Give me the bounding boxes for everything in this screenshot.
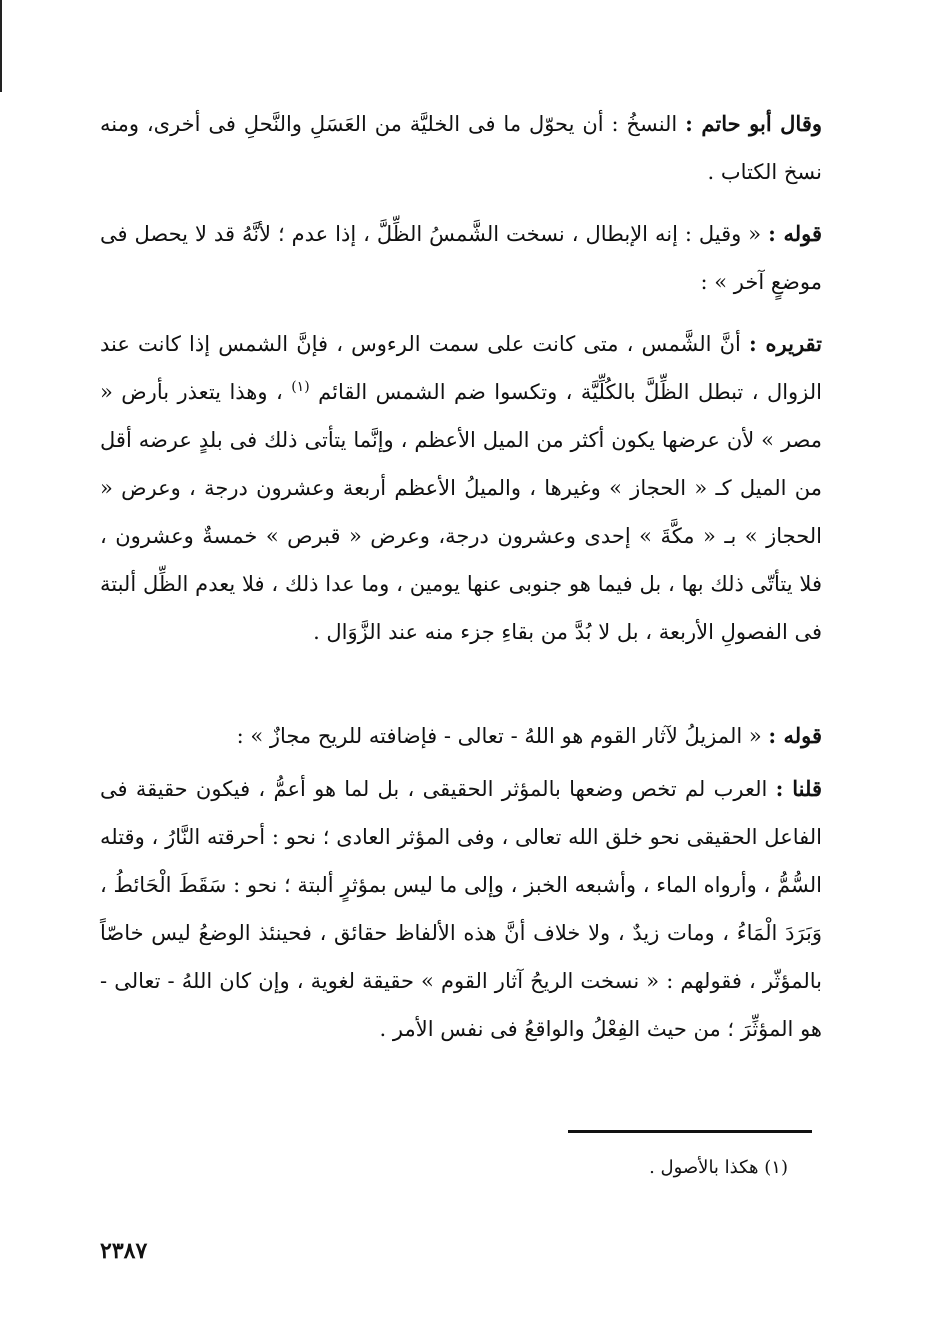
left-edge-rule <box>0 0 2 92</box>
paragraph-body-continued: ، وهذا يتعذر بأرض « مصر » لأن عرضها يكون أكثر من الميل الأعظم ، وإنَّما يتأتى ذلك فى بلدٍ عرضه أقل من الميل كـ « الحجاز » وغيرها ، والميلُ الأعظم أربعة وعشرون درجة ، وعرض « الحجاز » بـ « مكَّةَ » إحدى وعشرون درجة، وعرض « قبرص » خمسةٌ وعشرون ، فلا يتأتّى ذلك بها ، بل فيما هو جنوبى عنها يومين ، وما عدا ذلك ، فلا يعدم الظِّل ألبتة فى الفصولِ الأربعة ، بل لا بُدَّ من بقاءِ جزء منه عند الزَّوَال . <box>100 380 822 644</box>
footnote-marker: (١) <box>291 379 310 395</box>
footnote: (١) هكذا بالأصول . <box>649 1157 788 1178</box>
paragraph-body: أنَّ الشَّمس ، متى كانت على سمت الرءوس ، فإنَّ الشمس إذا كانت عند الزوال ، تبطل الظِّلَّ بالكُلِّيَّة ، وتكسوا ضم الشمس القائم <box>100 332 822 404</box>
paragraph-body: « المزيلُ لآثار القوم هو اللهُ - تعالى - فإضافته للريح مجازٌ » : <box>236 724 769 748</box>
paragraph-body: العرب لم تخص وضعها بالمؤثر الحقيقى ، بل لما هو أعمُّ ، فيكون حقيقة فى الفاعل الحقيقى نحو خلق الله تعالى ، وفى المؤثر العادى ؛ نحو : أحرقته النَّارُ ، وقتله السُّمُّ ، وأرواه الماء ، وأشبعه الخبز ، وإلى ما ليس بمؤثرٍ ألبتة ؛ نحو : سَقَطَ الْحَائطُ ، وَبَرَدَ الْمَاءُ ، ومات زيدٌ ، ولا خلاف أنَّ هذه الألفاظ حقائق ، فحينئذ الوضعُ ليس خاصّاً بالمؤثّر ، فقولهم : « نسخت الريحُ آثار القوم » حقيقة لغوية ، وإن كان اللهُ - تعالى - هو المؤثِّرَ ؛ من حيث الفِعْلُ والواقعُ فى نفس الأمر . <box>100 777 822 1041</box>
paragraph-body: « وقيل : إنه الإبطال ، نسخت الشَّمسُ الظِّلَّ ، إذا عدم ؛ لأنَّهُ قد لا يحصل فى موضعٍ آخر » : <box>100 222 822 294</box>
paragraph-body: النسخُ : أن يحوّل ما فى الخليَّة من العَسَلِ والنَّحلِ فى أخرى، ومنه نسخ الكتاب . <box>100 112 822 184</box>
footnote-divider <box>568 1130 812 1133</box>
paragraph-lead: قوله : <box>768 723 822 748</box>
paragraph-1 <box>100 100 822 196</box>
page-number: ٢٣٨٧ <box>100 1238 148 1264</box>
paragraph-lead: قوله : <box>768 221 822 246</box>
paragraph-3 <box>100 320 822 656</box>
paragraph-2 <box>100 210 822 306</box>
paragraph-lead: وقال أبو حاتم : <box>685 111 823 136</box>
paragraph-4 <box>100 712 822 760</box>
paragraph-lead: تقريره : <box>748 331 823 356</box>
paragraph-lead: قلنا : <box>775 776 822 801</box>
paragraph-5 <box>100 765 822 1053</box>
